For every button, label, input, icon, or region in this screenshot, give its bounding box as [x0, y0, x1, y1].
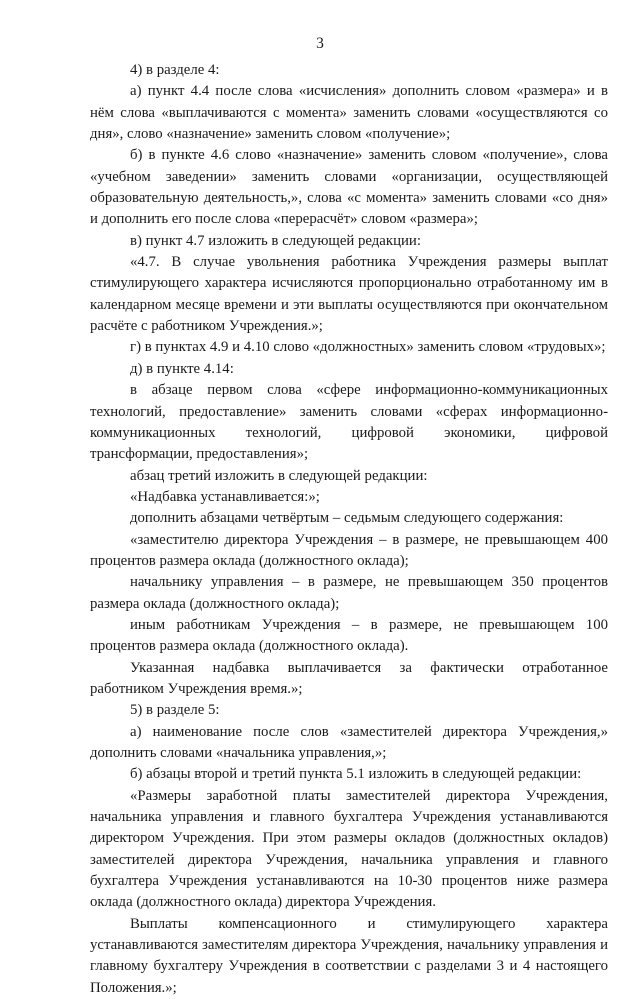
paragraph-item-d-nadbavka: «Надбавка устанавливается:»; [130, 488, 320, 505]
paragraph-section-4-item-b: б) в пункте 4.6 слово «назначение» заменить словом «получение», слова «учебном заведении» заменить словами «организации, осуществляющей образовательную деятельность,», слова «с момента» заменить словами «со дня» и дополнить его после слова «перерасчёт» словом «размера»; [90, 147, 608, 228]
document-body [90, 60, 608, 999]
paragraph-section-5-item-a: а) наименование после слов «заместителей директора Учреждения,» дополнить словами «начальника управления,»; [90, 723, 608, 761]
paragraph-item-d-add-abzacs: дополнить абзацами четвёртым – седьмым следующего содержания: [130, 510, 564, 527]
paragraph-allowance-paid: Указанная надбавка выплачивается за фактически отработанное работником Учреждения время.»; [90, 659, 608, 697]
paragraph-salary-sizes: «Размеры заработной платы заместителей директора Учреждения, начальника управления и главного бухгалтера Учреждения устанавливаются директором Учреждения. При этом размеры окладов (должностных окладов) заместителей директора Учреждения, начальника управления и главного бухгалтера Учреждения устанавливаются на 10-30 процентов ниже размера оклада (должностного оклада) директора Учреждения. [90, 787, 608, 911]
paragraph-section-4-item-v: в) пункт 4.7 изложить в следующей редакции: [130, 232, 421, 249]
paragraph-head-of-department-rate: начальнику управления – в размере, не превышающем 350 процентов размера оклада (должностного оклада); [90, 574, 608, 612]
paragraph-other-employees-rate: иным работникам Учреждения – в размере, не превышающем 100 процентов размера оклада (должностного оклада). [90, 616, 608, 655]
paragraph-section-5-heading: 5) в разделе 5: [130, 702, 220, 719]
paragraph-clause-4-7-text: «4.7. В случае увольнения работника Учреждения размеры выплат стимулирующего характера исчисляются пропорционально отработанному им в календарном месяце времени и эти выплаты осуществляются при окончательном расчёте с работником Учреждения.»; [90, 254, 608, 335]
page-number: 3 [316, 35, 324, 52]
paragraph-item-d-first-abzac: в абзаце первом слова «сфере информационно-коммуникационных технологий, предоставление» заменить словами «сферах информационно-коммуникационных технологий, цифровой экономики, цифровой трансформации, предоставления»; [90, 382, 608, 463]
paragraph-section-5-item-b: б) абзацы второй и третий пункта 5.1 изложить в следующей редакции: [130, 766, 582, 783]
paragraph-section-4-item-g: г) в пунктах 4.9 и 4.10 слово «должностных» заменить словом «трудовых»; [130, 339, 606, 356]
paragraph-item-d-third-abzac: абзац третий изложить в следующей редакции: [130, 467, 428, 484]
paragraph-section-4-heading: 4) в разделе 4: [130, 62, 220, 78]
paragraph-compensation-payments: Выплаты компенсационного и стимулирующего характера устанавливаются заместителям директора Учреждения, начальнику управления и главному бухгалтеру Учреждения в соответствии с разделами 3 и 4 настоящего Положения.»; [90, 915, 608, 996]
paragraph-section-4-item-d: д) в пункте 4.14: [130, 360, 234, 377]
paragraph-deputy-director-rate: «заместителю директора Учреждения – в размере, не превышающем 400 процентов размера оклада (должностного оклада); [90, 531, 608, 569]
paragraph-section-4-item-a: а) пункт 4.4 после слова «исчисления» дополнить словом «размера» и в нём слова «выплачиваются с момента» заменить словами «осуществляются со дня», слово «назначение» заменить словом «получение»; [90, 83, 608, 143]
